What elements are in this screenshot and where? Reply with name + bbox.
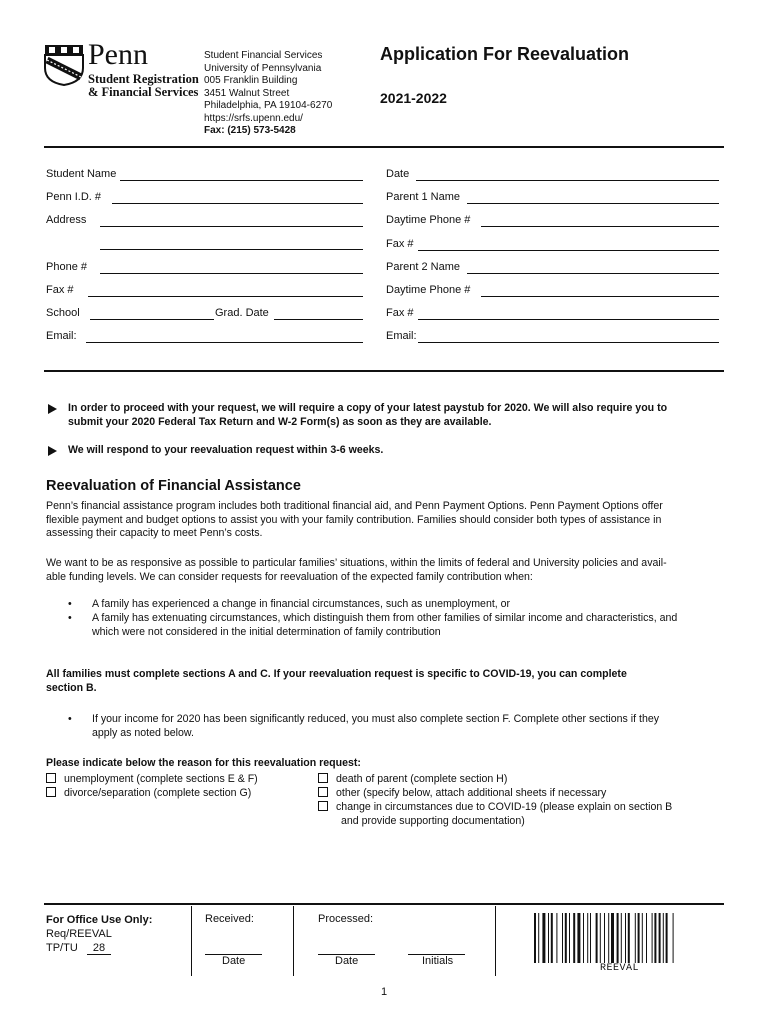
received-date-caption: Date <box>222 955 246 967</box>
bullet-change-circumstances: A family has experienced a change in financial circumstances, such as unemployment, or <box>92 598 511 610</box>
form-year: 2021-2022 <box>380 90 447 106</box>
p2-line1: We want to be as responsive as possible to particular families’ situations, within the limits of federal and University policies and avail- <box>46 557 667 569</box>
daytime-phone2-label: Daytime Phone # <box>386 284 471 296</box>
office-address <box>204 50 332 138</box>
arrow-right-icon <box>48 404 57 414</box>
barcode-bar <box>583 913 584 963</box>
daytime-phone1-label: Daytime Phone # <box>386 214 471 226</box>
barcode-bar <box>608 913 609 963</box>
barcode-bar <box>556 913 557 963</box>
daytime-phone2-field[interactable] <box>481 296 719 297</box>
barcode-bar <box>587 913 588 963</box>
office-line1: Student Financial Services <box>204 50 323 61</box>
barcode-bar <box>538 913 539 963</box>
checkbox-unemployment[interactable] <box>46 773 56 783</box>
notice-response-time: We will respond to your reevaluation request within 3-6 weeks. <box>68 444 384 456</box>
reason-unemployment-label: unemployment (complete sections E & F) <box>64 773 258 785</box>
reason-other-label: other (specify below, attach additional sheets if necessary <box>336 787 607 799</box>
address-field-1[interactable] <box>100 226 363 227</box>
notice-paystub-line2: submit your 2020 Federal Tax Return and W-2 Form(s) as soon as they are available. <box>68 415 492 428</box>
section-paragraph-1 <box>46 500 663 541</box>
phone-field[interactable] <box>100 273 363 274</box>
fax2-field[interactable] <box>418 319 719 320</box>
office-fax: Fax: (215) 573-5428 <box>204 125 296 136</box>
checkbox-death-of-parent[interactable] <box>318 773 328 783</box>
parent1-name-field[interactable] <box>467 203 719 204</box>
barcode-bar <box>617 913 619 963</box>
office-line3: 005 Franklin Building <box>204 75 298 86</box>
email-label: Email: <box>46 330 77 342</box>
barcode-bar <box>573 913 575 963</box>
parent2-name-label: Parent 2 Name <box>386 261 460 273</box>
barcode-bar <box>659 913 661 963</box>
address-field-2[interactable] <box>100 249 363 250</box>
parent2-name-field[interactable] <box>467 273 719 274</box>
bullet-income-reduced <box>92 713 659 740</box>
barcode-bar <box>562 913 563 963</box>
checkbox-other[interactable] <box>318 787 328 797</box>
top-divider <box>44 146 724 148</box>
barcode-bar <box>534 913 536 963</box>
initials-caption: Initials <box>422 955 454 967</box>
bullet-glyph: • <box>68 713 72 725</box>
received-label: Received: <box>205 913 254 925</box>
fax1-label: Fax # <box>386 238 414 250</box>
barcode-bar <box>663 913 664 963</box>
office-line5: Philadelphia, PA 19104-6270 <box>204 100 333 111</box>
required-sections-note <box>46 668 627 695</box>
penn-id-field[interactable] <box>112 203 363 204</box>
barcode-bar <box>548 913 549 963</box>
reason-covid-label-2: and provide supporting documentation) <box>341 815 525 827</box>
b3-line1: If your income for 2020 has been significantly reduced, you must also complete section F. Complete other sections if they <box>92 713 660 725</box>
barcode-bar <box>652 913 653 963</box>
barcode-text: REEVAL <box>600 963 640 974</box>
notice-paystub-line1: In order to proceed with your request, we will require a copy of your latest paystub for 2020. We will also require you to <box>68 402 668 414</box>
reason-other[interactable] <box>318 787 606 801</box>
barcode-bar <box>628 913 630 963</box>
bold-line1: All families must complete sections A and C. If your reevaluation request is specific to COVID-19, you can complete <box>46 668 627 680</box>
shield-icon <box>44 44 84 86</box>
school-field[interactable] <box>90 319 214 320</box>
barcode-bar <box>646 913 647 963</box>
reason-heading: Please indicate below the reason for this reevaluation request: <box>46 757 361 769</box>
office-use-heading: For Office Use Only: <box>46 914 153 926</box>
barcode-bar <box>611 913 614 963</box>
fax-label: Fax # <box>46 284 74 296</box>
email-field[interactable] <box>86 342 363 343</box>
checkbox-covid[interactable] <box>318 801 328 811</box>
grad-date-field[interactable] <box>274 319 363 320</box>
penn-shield-logo <box>44 44 84 86</box>
office-use-divider <box>44 903 724 905</box>
barcode-bar <box>638 913 640 963</box>
barcode-bar <box>542 913 545 963</box>
grad-date-label: Grad. Date <box>215 307 269 319</box>
barcode-bar <box>625 913 626 963</box>
reason-covid-label-1: change in circumstances due to COVID-19 (please explain on section B <box>336 801 673 813</box>
b2-line1: A family has extenuating circumstances, which distinguish them from other families of similar income and characteristics, and <box>92 612 678 624</box>
parent-email-field[interactable] <box>418 342 719 343</box>
barcode <box>534 913 720 963</box>
arrow-right-icon <box>48 446 57 456</box>
logo-line2: & Financial Services <box>88 85 199 99</box>
p1-line2: flexible payment and budget options to assist you with your family contribution. Families should consider both types of assistance in <box>46 513 662 526</box>
parent-email-label: Email: <box>386 330 417 342</box>
reason-death-of-parent[interactable] <box>318 773 507 787</box>
tptu-value: 28 <box>87 943 111 955</box>
b3-line2: apply as noted below. <box>92 726 194 739</box>
fax-field[interactable] <box>88 296 363 297</box>
processed-label: Processed: <box>318 913 374 925</box>
office-line6: https://srfs.upenn.edu/ <box>204 112 303 124</box>
p1-line3: assessing their capacity to meet Penn’s costs. <box>46 527 263 540</box>
barcode-bar <box>635 913 636 963</box>
barcode-bar <box>569 913 570 963</box>
barcode-bar <box>600 913 601 963</box>
section-paragraph-2 <box>46 557 667 584</box>
office-col-divider-1 <box>191 906 192 976</box>
page-number: 1 <box>381 986 388 998</box>
p2-line2: able funding levels. We can consider requests for reevaluation of the expected family contribution when: <box>46 570 533 583</box>
school-label: School <box>46 307 80 319</box>
form-title: Application For Reevaluation <box>380 44 630 64</box>
reason-death-label: death of parent (complete section H) <box>336 773 508 785</box>
date-field[interactable] <box>416 180 719 181</box>
phone-label: Phone # <box>46 261 87 273</box>
notice-paystub <box>68 402 667 429</box>
bullet-extenuating <box>92 612 677 639</box>
fax1-field[interactable] <box>418 250 719 251</box>
bullet-glyph: • <box>68 612 72 624</box>
office-line4: 3451 Walnut Street <box>204 87 290 99</box>
parent1-name-label: Parent 1 Name <box>386 191 460 203</box>
logo-name: Penn <box>88 38 148 71</box>
bold-line2: section B. <box>46 681 97 694</box>
barcode-bar <box>551 913 553 963</box>
barcode-bar <box>577 913 580 963</box>
reason-covid[interactable] <box>318 801 672 815</box>
reason-unemployment[interactable] <box>46 773 258 787</box>
section-heading: Reevaluation of Financial Assistance <box>46 478 301 494</box>
tptu-label: TP/TU <box>46 942 78 954</box>
office-use-block <box>46 913 152 955</box>
barcode-icon <box>534 913 720 963</box>
reason-divorce[interactable] <box>46 787 251 801</box>
barcode-bar <box>673 913 674 963</box>
processed-date-caption: Date <box>335 955 359 967</box>
barcode-bar <box>604 913 605 963</box>
penn-id-label: Penn I.D. # <box>46 191 102 203</box>
student-name-field[interactable] <box>120 180 363 181</box>
office-line2: University of Pennsylvania <box>204 62 322 74</box>
student-name-label: Student Name <box>46 168 117 180</box>
fax2-label: Fax # <box>386 307 414 319</box>
barcode-bar <box>590 913 591 963</box>
b2-line2: which were not considered in the initial determination of family contribution <box>92 625 441 638</box>
barcode-bar <box>621 913 622 963</box>
p1-line1: Penn’s financial assistance program includes both traditional financial aid, and Penn Payment Options. Penn Payment Options offer <box>46 500 663 512</box>
date-label: Date <box>386 168 410 180</box>
address-label: Address <box>46 214 87 226</box>
barcode-bar <box>596 913 598 963</box>
barcode-bar <box>565 913 567 963</box>
reason-divorce-label: divorce/separation (complete section G) <box>64 787 252 799</box>
office-use-req: Req/REEVAL <box>46 928 112 940</box>
barcode-bar <box>654 913 656 963</box>
checkbox-divorce[interactable] <box>46 787 56 797</box>
logo-line1: Student Registration <box>88 72 199 86</box>
office-use-tptu <box>46 941 152 955</box>
office-col-divider-3 <box>495 906 496 976</box>
barcode-bar <box>642 913 643 963</box>
office-col-divider-2 <box>293 906 294 976</box>
daytime-phone1-field[interactable] <box>481 226 719 227</box>
bullet-glyph: • <box>68 598 72 610</box>
fields-divider <box>44 370 724 372</box>
barcode-bar <box>666 913 668 963</box>
